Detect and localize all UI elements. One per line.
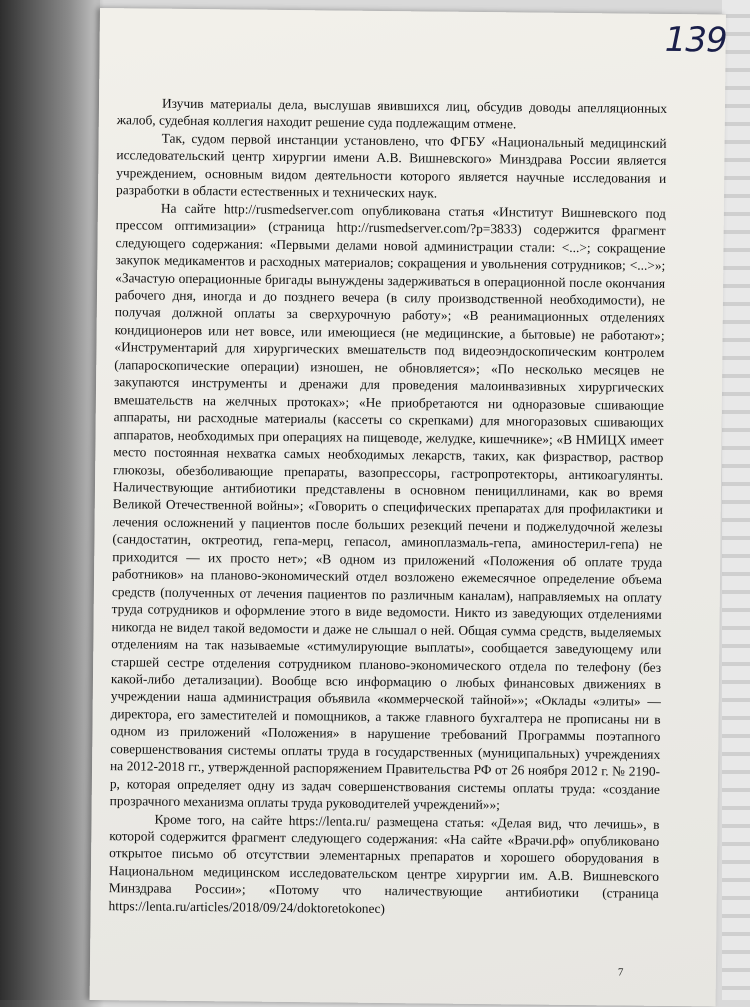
paragraph-4-text: Кроме того, на сайте https://lenta.ru/ размещена статья: «Делая вид, что лечишь», в которой содержится фрагмент следующего содержания: «На сайте «Врачи.рф» опубликовано открытое письмо об отсутствии элементарных препаратов и хорошего оборудования в Национальном медицинском исследовательском центре хирургии им. А.В. Вишневского Минздрава России»; «Потому что наличествующие антибиотики — [108, 811, 660, 901]
paragraph-2: Так, судом первой инстанции установлено, что ФГБУ «Национальный медицинский исследовательский центр хирургии имени А.В. Вишневского» Минздрава России является учреждением, основным видом деятельности которого является научные исследования и разработки в области естественных и технических наук. — [116, 130, 667, 201]
document-body — [109, 94, 668, 920]
binder-fold — [0, 0, 100, 1000]
page-number: 7 — [617, 966, 624, 979]
document-page — [90, 8, 726, 1007]
background-crate — [722, 0, 750, 1000]
paragraph-1: Изучив материалы дела, выслушав явившихся лиц, обсудив доводы апелляционных жалоб, судебная коллегия находит решение суда подлежащим отмене. — [116, 95, 668, 132]
handwritten-page-number: 139 — [664, 19, 727, 61]
paragraph-4-source: (страница https://lenta.ru/articles/2018/09/24/doktoretokonec) — [108, 885, 659, 916]
paragraph-3: На сайте http://rusmedserver.com опубликована статья «Институт Вишневского под прессом оптимизации» (страница http://rusmedserver.com/?p=3833) содержится фрагмент следующего содержания: «Первыми делами новой администрации стали: <...>; сокращение закупок медикаментов и расходных материалов; сокращения и увольнения сотрудников; <...>»; «Зачастую операционные бригады вынуждены задерживаться в операционной после окончания рабочего дня, иногда и до позднего вечера (в силу производственной необходимости), не получая должной оплаты за сверхурочную работу»; «В реанимационных отделениях кондиционеров или нет вовсе, или имеющиеся (не медицинские, а бытовые) не работают»; «Инструментарий для хирургических вмешательств под видеоэндоскопическим контролем (лапароскопические операции) изношен, не обновляется»; «По несколько месяцев не закупаются инструменты и дренажи для проведения малоинвазивных хирургических вмешательств на желчных протоках»; «Не приобретаются ни одноразовые сшивающие аппараты, ни расходные материалы (кассеты со скрепками) для многоразовых сшивающих аппаратов, необходимых при операциях на пищеводе, желудке, кишечнике»; «В НМИЦХ имеет место постоянная нехватка самых необходимых лекарств, таких, как физраствор, раствор глюкозы, обезболивающие препараты, вазопрессоры, гастропротекторы, антикоагулянты. Наличествующие антибиотики представлены в основном пенициллинами, как во время Великой Отечественной войны»; «Говорить о специфических препаратах для профилактики и лечения осложнений у пациентов после больших резекций печени и поджелудочной железы (сандостатин, октреотид, гепа-мерц, гепасол, аминоплазмаль-гепа, аминостерил-гепа) не приходится — их просто нет»; «В одном из приложений «Положения об оплате труда работников» на планово-экономический отдел возложено ежемесячное определение объема средств (полученных от лечения пациентов по различным каналам), направляемых на оплату труда сотрудников и оформление этого в виде ведомости. Никто из заведующих отделениями никогда не видел такой ведомости и даже не слышал о ней. Общая сумма средств, выделяемых отделениям на так называемые «стимулирующие выплаты», сообщается заведующему или старшей сестре отделения сотрудником планово-экономического отдела по телефону (без какой-либо детализации). Вообще всю информацию о любых финансовых движениях в учреждении наша администрация объявила «коммерческой тайной»»; «Оклады «элиты» — директора, его заместителей и помощников, а также главного бухгалтера не прописаны ни в одном из приложений «Положения» в нарушение требований Программы поэтапного совершенствования системы оплаты труда в государственных (муниципальных) учреждениях на 2012-2018 гг., утвержденной распоряжением Правительства РФ от 26 ноября 2012 г. № 2190-р, которая определяет одну из задач совершенствования системы оплаты труда: «создание прозрачного механизма оплаты труда руководителей учреждений»»; — [109, 200, 666, 813]
paragraph-4 — [109, 810, 660, 920]
